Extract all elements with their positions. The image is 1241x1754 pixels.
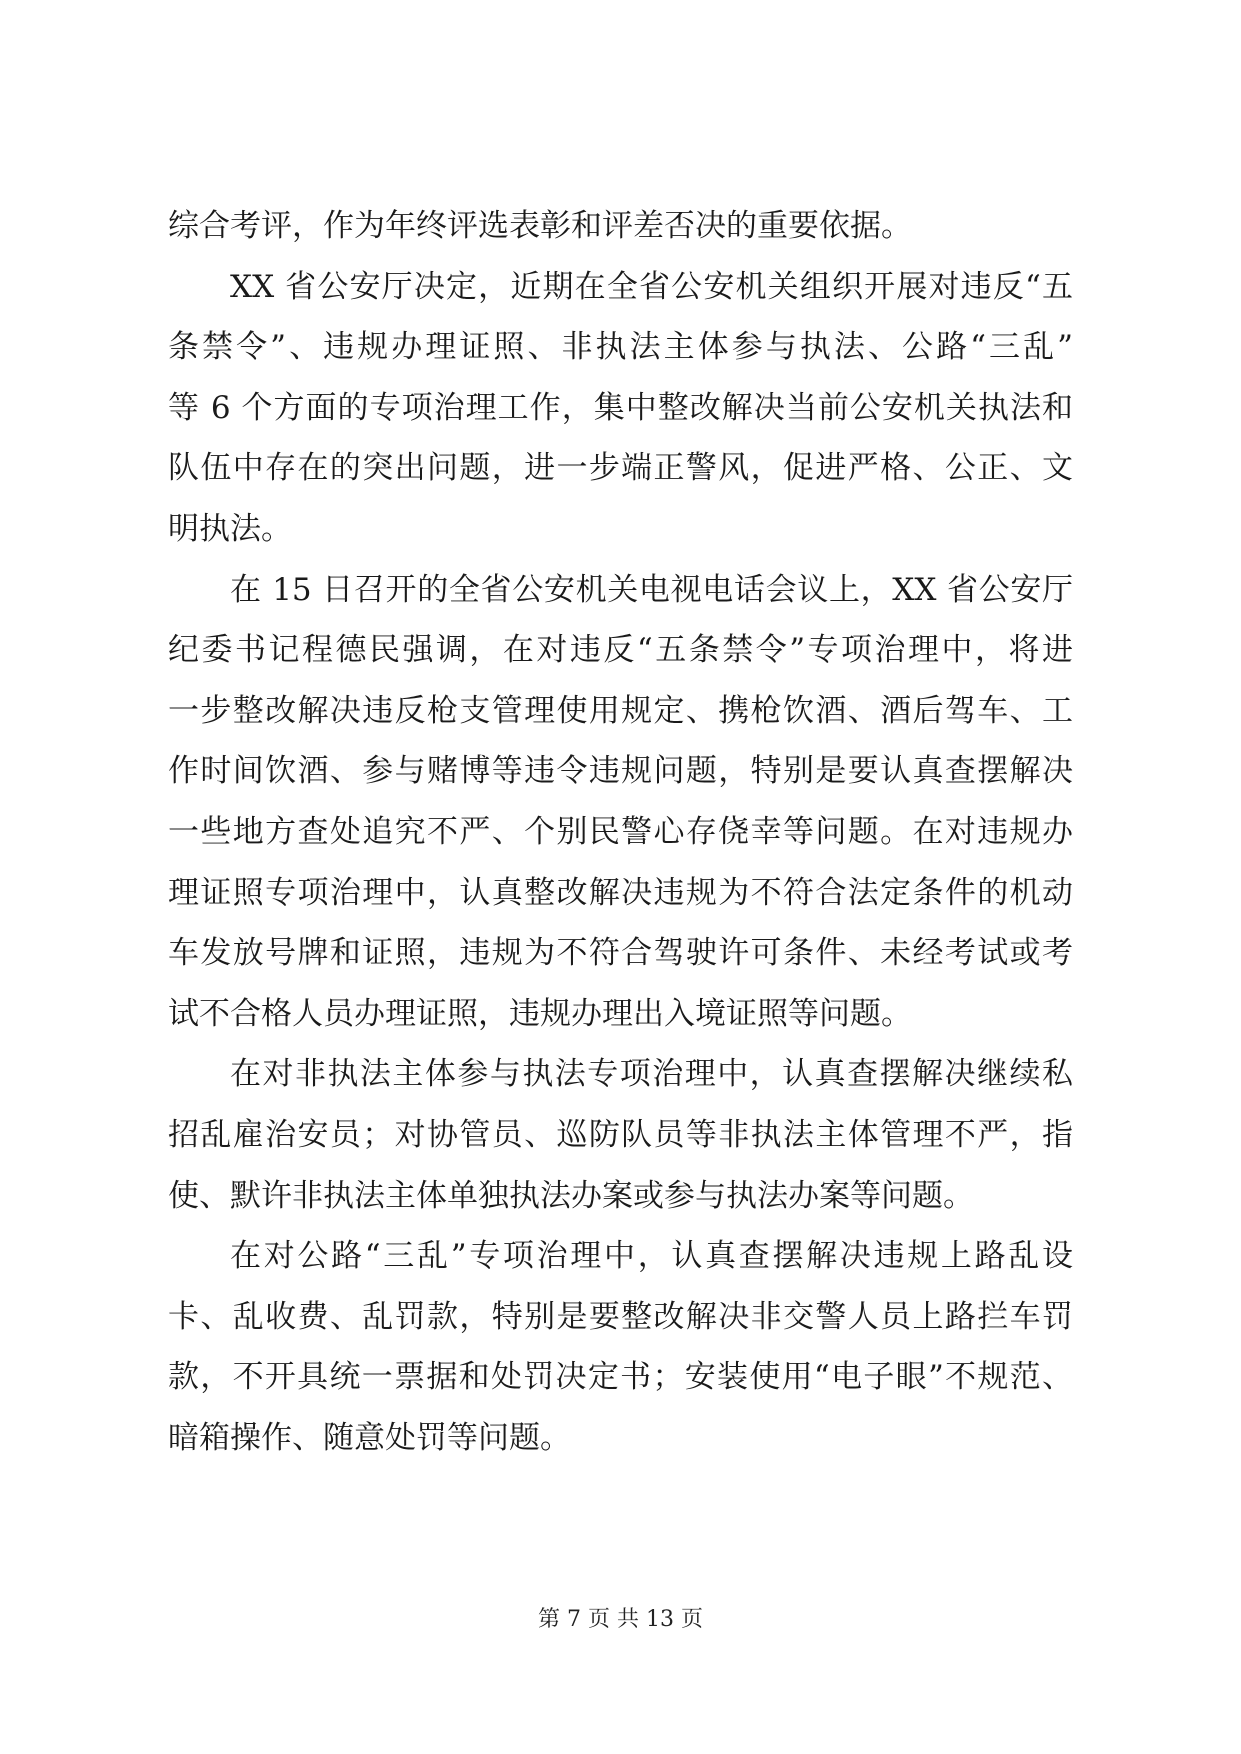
text-line: 在对非执法主体参与执法专项治理中，认真查摆解决继续私 (230, 1056, 1073, 1093)
text-line: 条禁令”、违规办理证照、非执法主体参与执法、公路“三乱” (168, 329, 1073, 366)
text-line: 在对公路“三乱”专项治理中，认真查摆解决违规上路乱设 (230, 1238, 1073, 1275)
text-line: 综合考评，作为年终评选表彰和评差否决的重要依据。 (168, 208, 912, 244)
text-line: 卡、乱收费、乱罚款，特别是要整改解决非交警人员上路拦车罚 (168, 1298, 1073, 1335)
paragraph-5 (168, 1226, 1073, 1468)
paragraph-3 (168, 560, 1073, 1045)
text-line: 纪委书记程德民强调，在对违反“五条禁令”专项治理中，将进 (168, 632, 1073, 669)
text-line: 队伍中存在的突出问题，进一步端正警风，促进严格、公正、文 (168, 450, 1073, 487)
text-line: 在 15 日召开的全省公安机关电视电话会议上，XX 省公安厅 (230, 571, 1073, 608)
page-number-footer: 第 7 页 共 13 页 (538, 1607, 703, 1632)
paragraph-2 (168, 257, 1073, 560)
text-line: 使、默许非执法主体单独执法办案或参与执法办案等问题。 (168, 1177, 974, 1214)
paragraph-1 (168, 196, 1073, 257)
text-line: 理证照专项治理中，认真整改解决违规为不符合法定条件的机动 (168, 874, 1073, 911)
text-line: 明执法。 (168, 510, 292, 547)
text-line: 招乱雇治安员；对协管员、巡防队员等非执法主体管理不严，指 (168, 1116, 1073, 1153)
text-line: 试不合格人员办理证照，违规办理出入境证照等问题。 (168, 995, 912, 1032)
text-line: 一步整改解决违反枪支管理使用规定、携枪饮酒、酒后驾车、工 (168, 692, 1073, 729)
paragraph-4 (168, 1044, 1073, 1226)
text-line: 作时间饮酒、参与赌博等违令违规问题，特别是要认真查摆解决 (168, 753, 1073, 790)
text-line: 款，不开具统一票据和处罚决定书；安装使用“电子眼”不规范、 (168, 1359, 1073, 1396)
text-line: XX 省公安厅决定，近期在全省公安机关组织开展对违反“五 (230, 268, 1073, 305)
text-line: 一些地方查处追究不严、个别民警心存侥幸等问题。在对违规办 (168, 813, 1073, 850)
text-line: 等 6 个方面的专项治理工作，集中整改解决当前公安机关执法和 (168, 389, 1073, 426)
text-line: 车发放号牌和证照，违规为不符合驾驶许可条件、未经考试或考 (168, 935, 1073, 972)
text-line: 暗箱操作、随意处罚等问题。 (168, 1419, 571, 1456)
document-body (168, 196, 1073, 1468)
